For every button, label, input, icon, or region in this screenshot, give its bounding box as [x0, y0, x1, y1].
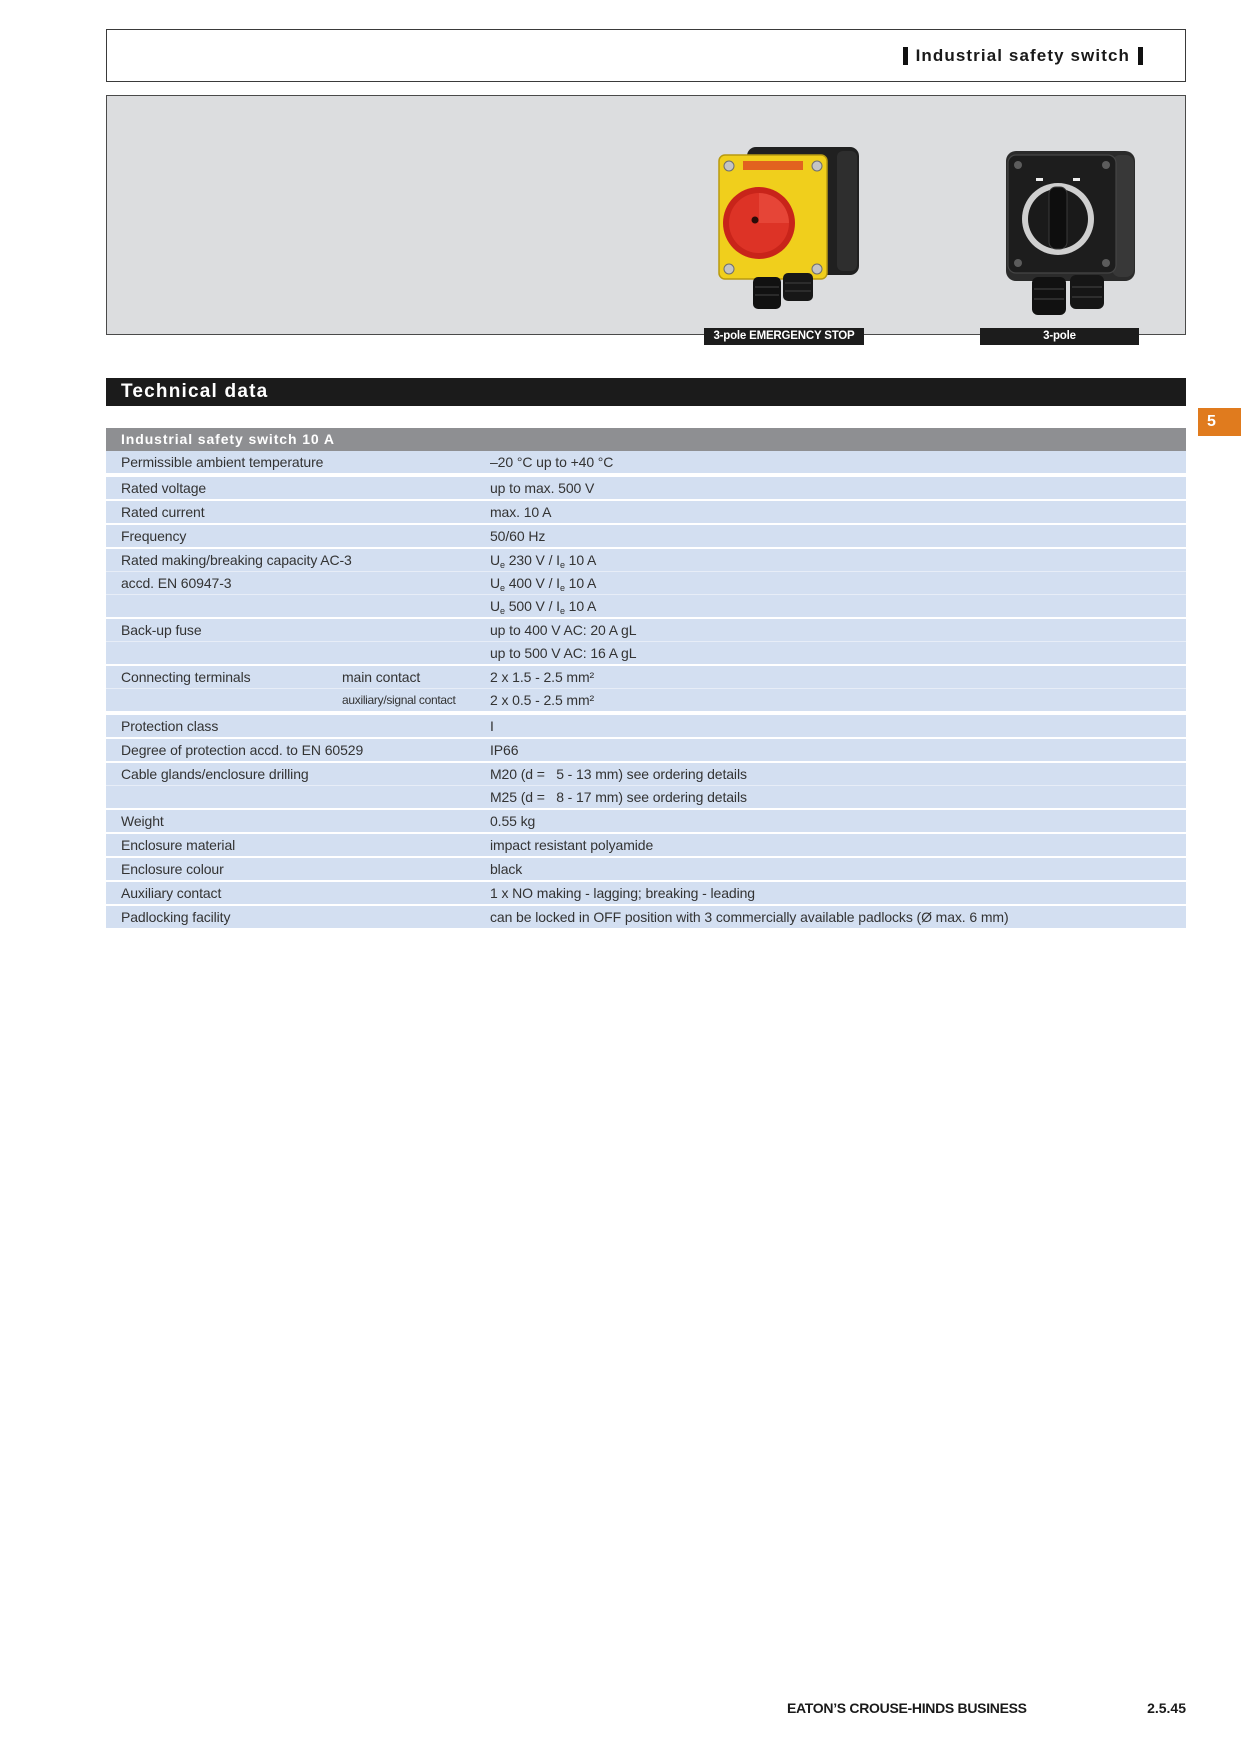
spec-value: up to 500 V AC: 16 A gL	[490, 645, 637, 661]
table-row	[106, 715, 1186, 737]
table-row	[106, 785, 1186, 808]
value-text: 230 V / I	[504, 552, 560, 568]
spec-group	[106, 834, 1186, 856]
footer-brand: EATON’S CROUSE-HINDS BUSINESS	[787, 1700, 1027, 1716]
table-row	[106, 641, 1186, 664]
table-row	[106, 834, 1186, 856]
spec-label: Rated making/breaking capacity AC-3	[121, 552, 352, 568]
subscript: e	[559, 583, 565, 593]
spec-group	[106, 501, 1186, 523]
spec-group	[106, 858, 1186, 880]
spec-group	[106, 549, 1186, 617]
value-text: 400 V / I	[504, 575, 560, 591]
spec-label: Weight	[121, 813, 164, 829]
value-text: 10 A	[564, 575, 597, 591]
spec-value: M20 (d = 5 - 13 mm) see ordering details	[490, 766, 747, 782]
emergency-stop-switch-image	[713, 143, 865, 315]
spec-label: Permissible ambient temperature	[121, 454, 324, 470]
table-row	[106, 549, 1186, 571]
table-row	[106, 763, 1186, 785]
table-row	[106, 666, 1186, 688]
spec-group	[106, 715, 1186, 737]
subscript: e	[559, 560, 565, 570]
warning-label	[743, 161, 803, 170]
spec-label: Auxiliary contact	[121, 885, 222, 901]
cable-gland	[783, 273, 813, 301]
spec-value: 2 x 0.5 - 2.5 mm²	[490, 692, 595, 708]
spec-label: Frequency	[121, 528, 187, 544]
subscript: e	[559, 606, 565, 616]
page-header	[106, 29, 1186, 82]
page-title: Industrial safety switch	[915, 46, 1130, 65]
spec-value: I	[490, 718, 494, 734]
spec-label: Enclosure colour	[121, 861, 224, 877]
section-title: Technical data	[121, 381, 269, 402]
table-row	[106, 739, 1186, 761]
spec-sublabel: auxiliary/signal contact	[342, 693, 456, 707]
spec-label: Protection class	[121, 718, 219, 734]
table-row	[106, 571, 1186, 594]
chapter-tab: 5	[1198, 408, 1241, 436]
subscript: e	[500, 583, 505, 593]
value-text: U	[490, 552, 501, 568]
table-row	[106, 906, 1186, 928]
spec-value: black	[490, 861, 523, 877]
cable-gland	[1032, 277, 1066, 315]
value-text: U	[490, 575, 501, 591]
spec-label: Padlocking facility	[121, 909, 231, 925]
spec-value	[490, 549, 596, 571]
spec-group	[106, 525, 1186, 547]
spec-group	[106, 810, 1186, 832]
spec-label: Cable glands/enclosure drilling	[121, 766, 309, 782]
value-text: U	[490, 598, 501, 614]
spec-group	[106, 882, 1186, 904]
spec-label: Rated voltage	[121, 480, 207, 496]
value-text: 10 A	[564, 552, 597, 568]
spec-value	[490, 572, 596, 594]
table-row	[106, 882, 1186, 904]
spec-label: Back-up fuse	[121, 622, 202, 638]
enclosure-side-shade	[837, 151, 857, 271]
table-row	[106, 688, 1186, 711]
spec-value: max. 10 A	[490, 504, 552, 520]
value-text: 500 V / I	[504, 598, 560, 614]
title-bar-right-decoration	[1138, 47, 1143, 65]
table-row	[106, 525, 1186, 547]
page-number: 2.5.45	[1147, 1700, 1186, 1716]
subscript: e	[500, 560, 505, 570]
spec-label: Enclosure material	[121, 837, 236, 853]
three-pole-switch-image	[1000, 145, 1145, 317]
table-row	[106, 451, 1186, 473]
cable-gland	[1070, 275, 1104, 309]
spec-group	[106, 451, 1186, 473]
table-row	[106, 594, 1186, 617]
subscript: e	[500, 606, 505, 616]
spec-value: 50/60 Hz	[490, 528, 546, 544]
spec-group	[106, 763, 1186, 808]
spec-label: Rated current	[121, 504, 205, 520]
spec-value: M25 (d = 8 - 17 mm) see ordering details	[490, 789, 747, 805]
spec-value: up to 400 V AC: 20 A gL	[490, 622, 637, 638]
spec-value: can be locked in OFF position with 3 commercially available padlocks (Ø max. 6 mm)	[490, 909, 1009, 925]
handle-center	[752, 217, 759, 224]
spec-value: impact resistant polyamide	[490, 837, 654, 853]
table-row	[106, 501, 1186, 523]
spec-group	[106, 739, 1186, 761]
spec-value: 2 x 1.5 - 2.5 mm²	[490, 669, 595, 685]
spec-group	[106, 906, 1186, 928]
table-row	[106, 477, 1186, 499]
table-row	[106, 810, 1186, 832]
spec-value: 0.55 kg	[490, 813, 536, 829]
header-title-group	[903, 45, 1143, 67]
product-caption-3-pole: 3-pole	[980, 328, 1139, 345]
cable-gland	[753, 277, 781, 309]
spec-label: Connecting terminals	[121, 669, 251, 685]
spec-value: 1 x NO making - lagging; breaking - leading	[490, 885, 755, 901]
spec-value: –20 °C up to +40 °C	[490, 454, 614, 470]
product-caption-emergency-stop: 3-pole EMERGENCY STOP	[704, 328, 864, 345]
table-row	[106, 619, 1186, 641]
spec-sublabel: main contact	[342, 669, 421, 685]
table-body	[106, 451, 1186, 928]
table-row	[106, 858, 1186, 880]
table-title: Industrial safety switch 10 A	[106, 428, 1186, 451]
technical-data-table	[106, 428, 1186, 930]
value-text: 10 A	[564, 598, 597, 614]
rotary-handle	[1049, 187, 1067, 249]
spec-value: up to max. 500 V	[490, 480, 595, 496]
spec-group	[106, 619, 1186, 664]
spec-value	[490, 595, 596, 617]
spec-group	[106, 477, 1186, 499]
title-bar-left-decoration	[903, 47, 908, 65]
spec-group	[106, 666, 1186, 711]
spec-label: accd. EN 60947-3	[121, 575, 232, 591]
spec-label: Degree of protection accd. to EN 60529	[121, 742, 364, 758]
section-header	[106, 378, 1186, 406]
spec-value: IP66	[490, 742, 519, 758]
